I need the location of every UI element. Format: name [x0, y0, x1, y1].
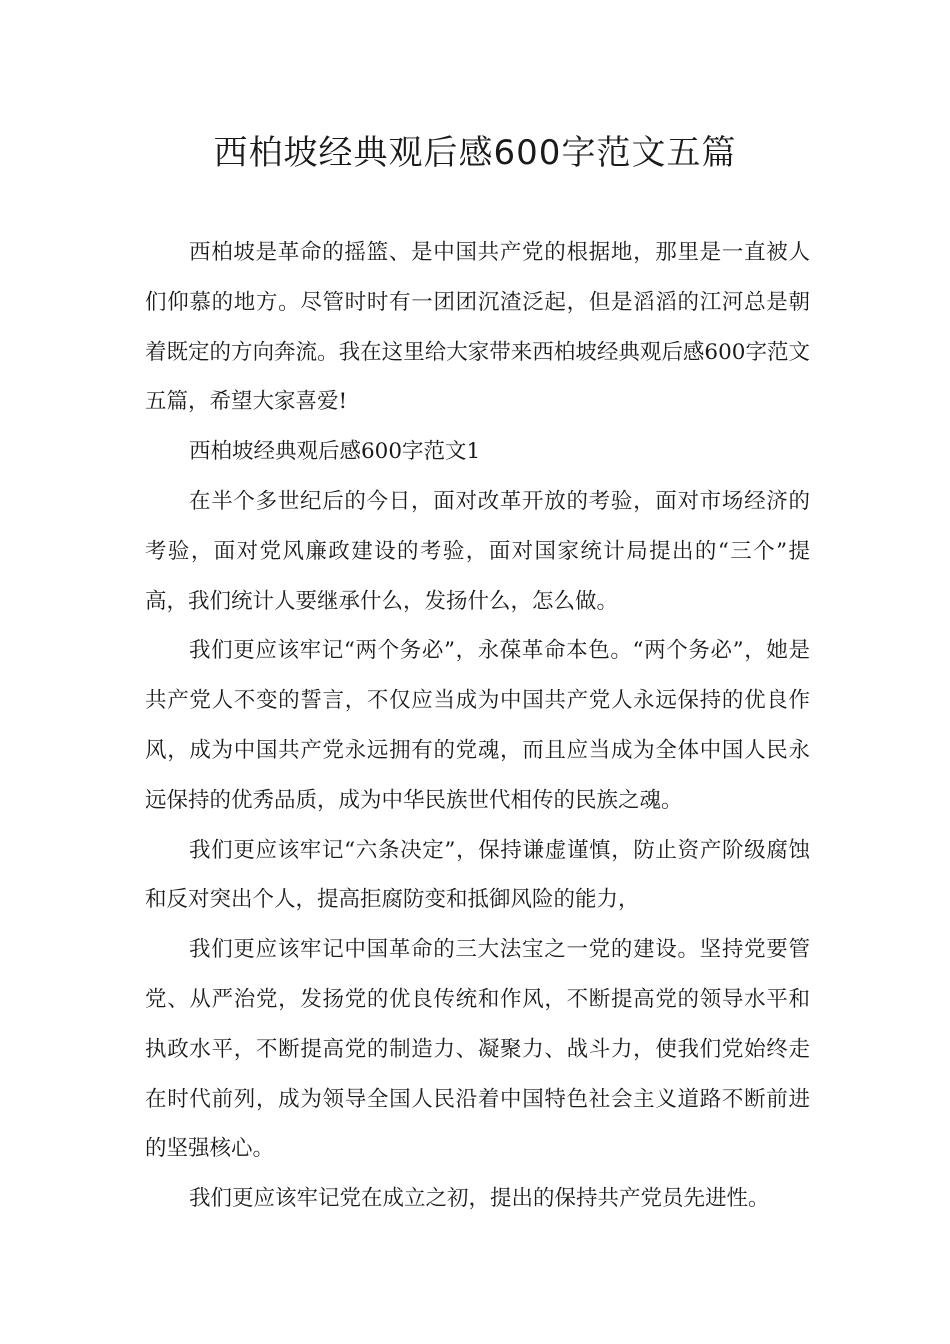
intro-paragraph: 西柏坡是革命的摇篮、是中国共产党的根据地，那里是一直被人们仰慕的地方。尽管时时有一团团沉渣泛起，但是滔滔的江河总是朝着既定的方向奔流。我在这里给大家带来西柏坡经典观后感600字范文五篇，希望大家喜爱!	[145, 240, 810, 415]
body-paragraph: 我们更应该牢记“六条决定”，保持谦虚谨慎，防止资产阶级腐蚀和反对突出个人，提高拒腐防变和抵御风险的能力，	[145, 837, 810, 913]
section-heading: 西柏坡经典观后感600字范文1	[189, 439, 481, 465]
body-paragraph: 我们更应该牢记中国革命的三大法宝之一党的建设。坚持党要管党、从严治党，发扬党的优良传统和作风，不断提高党的领导水平和执政水平，不断提高党的制造力、凝聚力、战斗力，使我们党始终走在时代前列，成为领导全国人民沿着中国特色社会主义道路不断前进的坚强核心。	[145, 937, 810, 1162]
body-paragraph: 我们更应该牢记党在成立之初，提出的保持共产党员先进性。	[189, 1186, 770, 1212]
body-paragraph: 我们更应该牢记“两个务必”，永葆革命本色。“两个务必”，她是共产党人不变的誓言，不仅应当成为中国共产党人永远保持的优良作风，成为中国共产党永远拥有的党魂，而且应当成为全体中国人民永远保持的优秀品质，成为中华民族世代相传的民族之魂。	[145, 638, 810, 813]
body-paragraph: 在半个多世纪后的今日，面对改革开放的考验，面对市场经济的考验，面对党风廉政建设的考验，面对国家统计局提出的“三个”提高，我们统计人要继承什么，发扬什么，怎么做。	[145, 488, 810, 614]
document-body	[145, 228, 810, 1224]
document-title: 西柏坡经典观后感600字范文五篇	[213, 133, 737, 173]
